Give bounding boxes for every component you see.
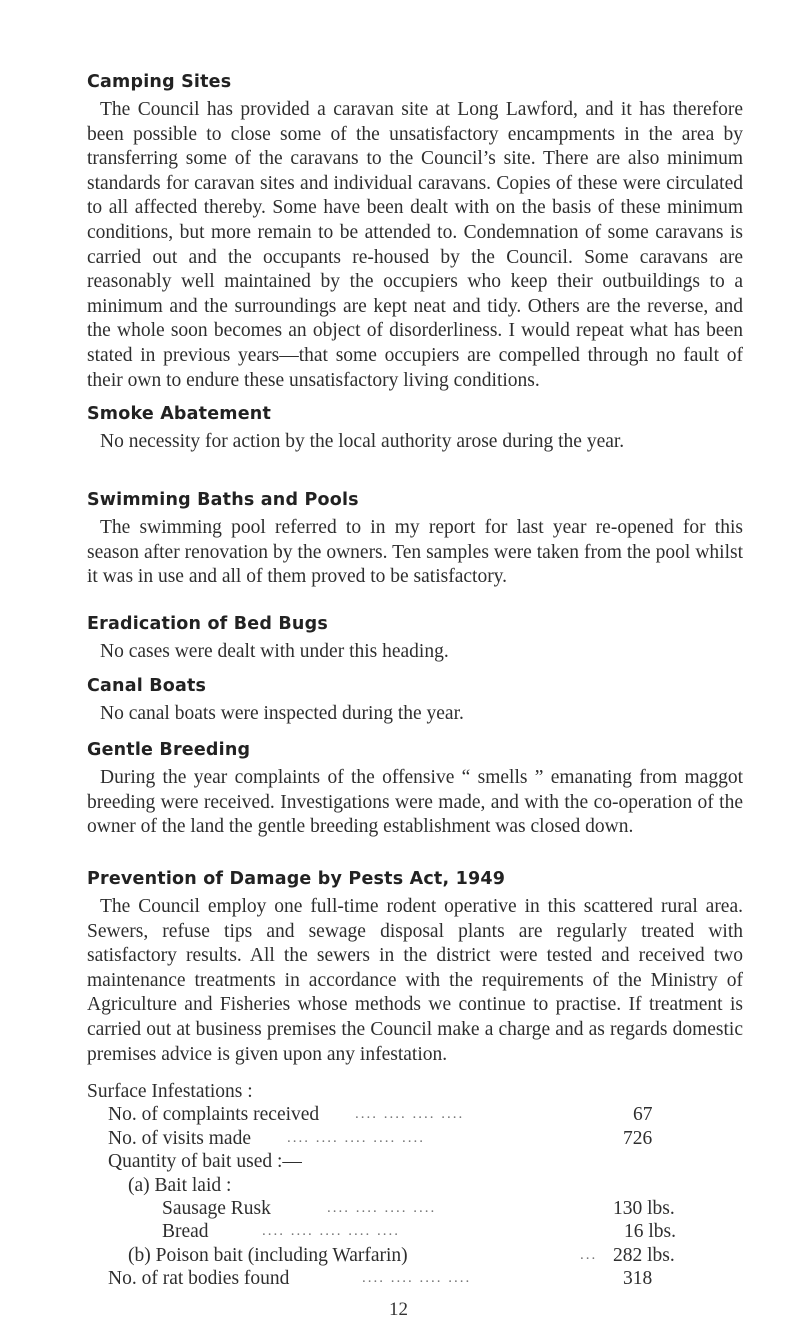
section-text: During the year complaints of the offensive “ smells ” emanating from maggot breeding were received. Investigations were made, and with the co-operation of the owner of the land the gentle breeding establishment was closed down. <box>87 767 743 838</box>
infestations-title: Surface Infestations : <box>87 1081 253 1102</box>
row-value: 282 lbs. <box>613 1244 675 1266</box>
table-row <box>87 1220 747 1243</box>
row-label: Quantity of bait used :— <box>108 1151 302 1173</box>
section-heading: Camping Sites <box>87 72 232 92</box>
section-heading: Canal Boats <box>87 676 207 696</box>
section-text: No cases were dealt with under this heading. <box>100 641 449 662</box>
leader-dots: .... .... .... .... <box>327 1199 437 1216</box>
section-heading: Smoke Abatement <box>87 404 272 424</box>
row-value: 130 lbs. <box>613 1197 675 1219</box>
row-label: No. of visits made <box>108 1127 251 1149</box>
table-row <box>87 1197 747 1220</box>
table-row <box>87 1150 747 1173</box>
table-row <box>87 1244 747 1267</box>
table-row <box>87 1174 747 1197</box>
section-camping-sites <box>87 72 743 393</box>
leader-dots: .... .... .... .... <box>362 1270 472 1287</box>
table-row <box>87 1127 747 1150</box>
row-value: 67 <box>633 1104 653 1126</box>
row-label: Bread <box>162 1221 209 1243</box>
section-text: The Council employ one full-time rodent operative in this scattered rural area. Sewers, refuse tips and sewage disposal plants are regularly treated with satisfactory results. All the sewers in the district were tested and received two maintenance treatments in accordance with the requirements of the Ministry of Agriculture and Fisheries whose methods we continue to practise. If treatment is carried out at business premises the Council make a charge and as regards domestic premises advice is given upon any infestation. <box>87 896 743 1065</box>
section-text: The swimming pool referred to in my report for last year re-opened for this season after renovation by the owners. Ten samples were taken from the pool whilst it was in use and all of them proved to be satisfactory. <box>87 517 743 588</box>
surface-infestations-table <box>87 1080 747 1291</box>
table-row <box>87 1080 747 1103</box>
page-number: 12 <box>389 1299 408 1320</box>
section-text: No necessity for action by the local authority arose during the year. <box>100 431 625 452</box>
section-text: The Council has provided a caravan site at Long Lawford, and it has therefore been possible to close some of the unsatisfactory encampments in the area by transferring some of the caravans to the Council’s site. There are also minimum standards for caravan sites and individual caravans. Copies of these were circulated to all affected thereby. Some have been dealt with on the basis of these minimum conditions, but more remain to be attended to. Condemnation of some caravans is carried out and the occupants re-housed by the Council. Some caravans are reasonably well maintained by the occupiers who keep their outbuildings to a minimum and the surroundings are kept neat and tidy. Others are the reverse, and the whole soon becomes an object of disorderliness. I would repeat what has been stated in previous years—that some occupiers are compelled through no fault of their own to endure these unsatisfactory living conditions. <box>87 99 743 391</box>
row-label: No. of rat bodies found <box>108 1268 290 1290</box>
row-label: Sausage Rusk <box>162 1197 271 1219</box>
section-heading: Prevention of Damage by Pests Act, 1949 <box>87 869 506 889</box>
section-text: No canal boats were inspected during the year. <box>100 703 464 724</box>
section-smoke-abatement <box>87 404 743 455</box>
row-value: 726 <box>623 1127 653 1149</box>
section-gentle-breeding <box>87 740 743 840</box>
leader-dots: .... .... .... .... <box>355 1106 465 1123</box>
table-row <box>87 1267 747 1290</box>
section-heading: Swimming Baths and Pools <box>87 490 359 510</box>
row-value: 318 <box>623 1268 653 1290</box>
section-canal-boats <box>87 676 743 727</box>
table-row <box>87 1103 747 1126</box>
section-swimming-baths <box>87 490 743 590</box>
leader-dots: .... .... .... .... .... <box>262 1223 400 1240</box>
section-pests-act <box>87 869 743 1067</box>
row-label: No. of complaints received <box>108 1104 320 1126</box>
row-label: (a) Bait laid : <box>128 1174 232 1196</box>
section-heading: Gentle Breeding <box>87 740 251 760</box>
row-label: (b) Poison bait (including Warfarin) <box>128 1244 408 1266</box>
leader-dots: .... .... .... .... .... <box>287 1129 425 1146</box>
section-heading: Eradication of Bed Bugs <box>87 614 328 634</box>
leader-dots: ... <box>580 1246 598 1263</box>
section-bed-bugs <box>87 614 743 665</box>
row-value: 16 lbs. <box>624 1221 677 1243</box>
